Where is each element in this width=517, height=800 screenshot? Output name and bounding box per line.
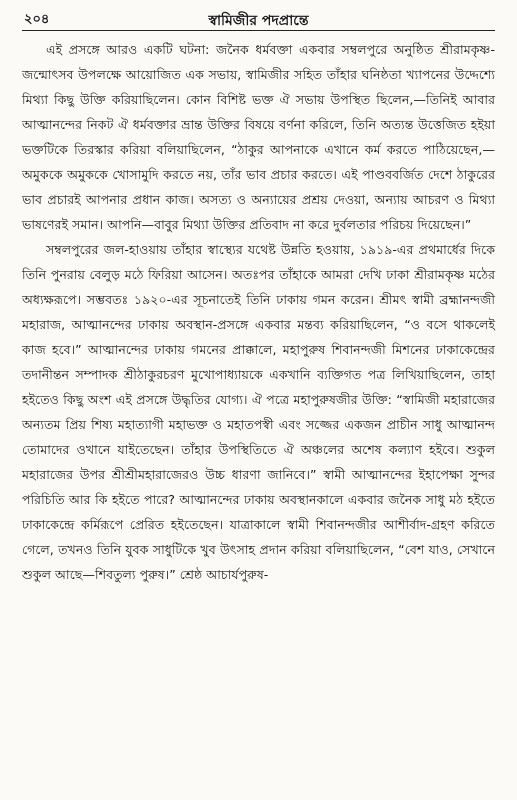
- page-header: [22, 6, 495, 30]
- page-number: ২০৪: [24, 12, 50, 27]
- running-title: স্বামিজীর পদপ্রান্তে: [208, 13, 309, 29]
- paragraph: সম্বলপুরের জল-হাওয়ায় তাঁহার স্বাস্থ্যের যথেষ্ট উন্নতি হওয়ায়, ১৯১৯-এর প্রথমার্ধের দিকে তিনি পুনরায় বেলুড় মঠে ফিরিয়া আসেন। অতঃপর তাঁহাকে আমরা দেখি ঢাকা শ্রীরামকৃষ্ণ মঠের অধ্যক্ষরূপে। সম্ভবতঃ ১৯২০-এর সূচনাতেই তিনি ঢাকায় গমন করেন। শ্রীমৎ স্বামী ব্রহ্মানন্দজী মহারাজ, আত্মানন্দের ঢাকায় অবস্থান-প্রসঙ্গে একবার মন্তব্য করিয়াছিলেন, “ও বসে থাকলেই কাজ হবে।” আত্মানন্দের ঢাকায় গমনের প্রাক্কালে, মহাপুরুষ শিবানন্দজী মিশনের ঢাকাকেন্দ্রের তদানীন্তন সম্পাদক শ্রীঠাকুরচরণ মুখোপাধ্যায়কে একখানি ব্যক্তিগত পত্র লিখিয়াছিলেন, তাহা হইতেও কিছু অংশ এই প্রসঙ্গে উদ্ধৃতির যোগ্য। ঐ পত্রে মহাপুরুষজীর উক্তি: “স্বামিজী মহারাজের অন্যতম প্রিয় শিষ্য মহাত্যাগী মহাভক্ত ও মহাতপস্বী এবং সজ্জের একজন প্রাচীন সাধু আত্মানন্দ তোমাদের ওখানে যাইতেছেন। তাঁহার উপস্থিতিতে ঐ অঞ্চলের অশেষ কল্যাণ হইবে। শুকুল মহারাজের উপর শ্রীশ্রীমহারাজেরও উচ্চ ধারণা জানিবে।” স্বামী আত্মানন্দের ইহাপেক্ষা সুন্দর পরিচিতি আর কি হইতে পারে? আত্মানন্দের ঢাকায় অবস্থানকালে একবার জনৈক সাধু মঠ হইতে ঢাকাকেন্দ্রে কর্মিরূপে প্রেরিত হইতেছেন। যাত্রাকালে স্বামী শিবানন্দজীর আশীর্বাদ-গ্রহণ করিতে গেলে, তখনও তিনি যুবক সাধুটিকে খুব উৎসাহ প্রদান করিয়া বলিয়াছিলেন, “বেশ যাও, সেখানে শুকুল আছে—শিবতুল্য পুরুষ।” শ্রেষ্ঠ আচার্যপুরুষ-: [22, 242, 495, 582]
- paragraph: এই প্রসঙ্গে আরও একটি ঘটনা: জনৈক ধর্মবক্তা একবার সম্বলপুরে অনুষ্ঠিত শ্রীরামকৃষ্ণ-জন্মোৎসব উপলক্ষে আয়োজিত এক সভায়, স্বামিজীর সহিত তাঁহার ঘনিষ্ঠতা খ্যাপনের উদ্দেশ্যে মিথ্যা কিছু উক্তি করিয়াছিলেন। কোন বিশিষ্ট ভক্ত ঐ সভায় উপস্থিত ছিলেন,—তিনিই আবার আত্মানন্দের নিকট ঐ ধর্মবক্তার ভ্রান্ত উক্তির বিষয়ে বর্ণনা করিলে, তিনি অত্যন্ত উত্তেজিত হইয়া ভক্তটিকে তিরস্কার করিয়া বলিয়াছিলেন, “ঠাকুর আপনাকে এখানে কর্ম করতে পাঠিয়েছেন,—অমুককে অমুককে খোসামুদি করতে নয়, তাঁর ভাব প্রচার করতে। এই পাণ্ডববর্জিত দেশে ঠাকুরের ভাব প্রচারই আপনার প্রধান কাজ। অসত্য ও অন্যায়ের প্রশ্রয় দেওয়া, অন্যায় আচরণ ও মিথ্যা ভাষণেরই সমান। আপনি—বাবুর মিথ্যা উক্তির প্রতিবাদ না করে দুর্বলতার পরিচয় দিয়েছেন।”: [22, 42, 495, 232]
- page-body: [22, 37, 495, 587]
